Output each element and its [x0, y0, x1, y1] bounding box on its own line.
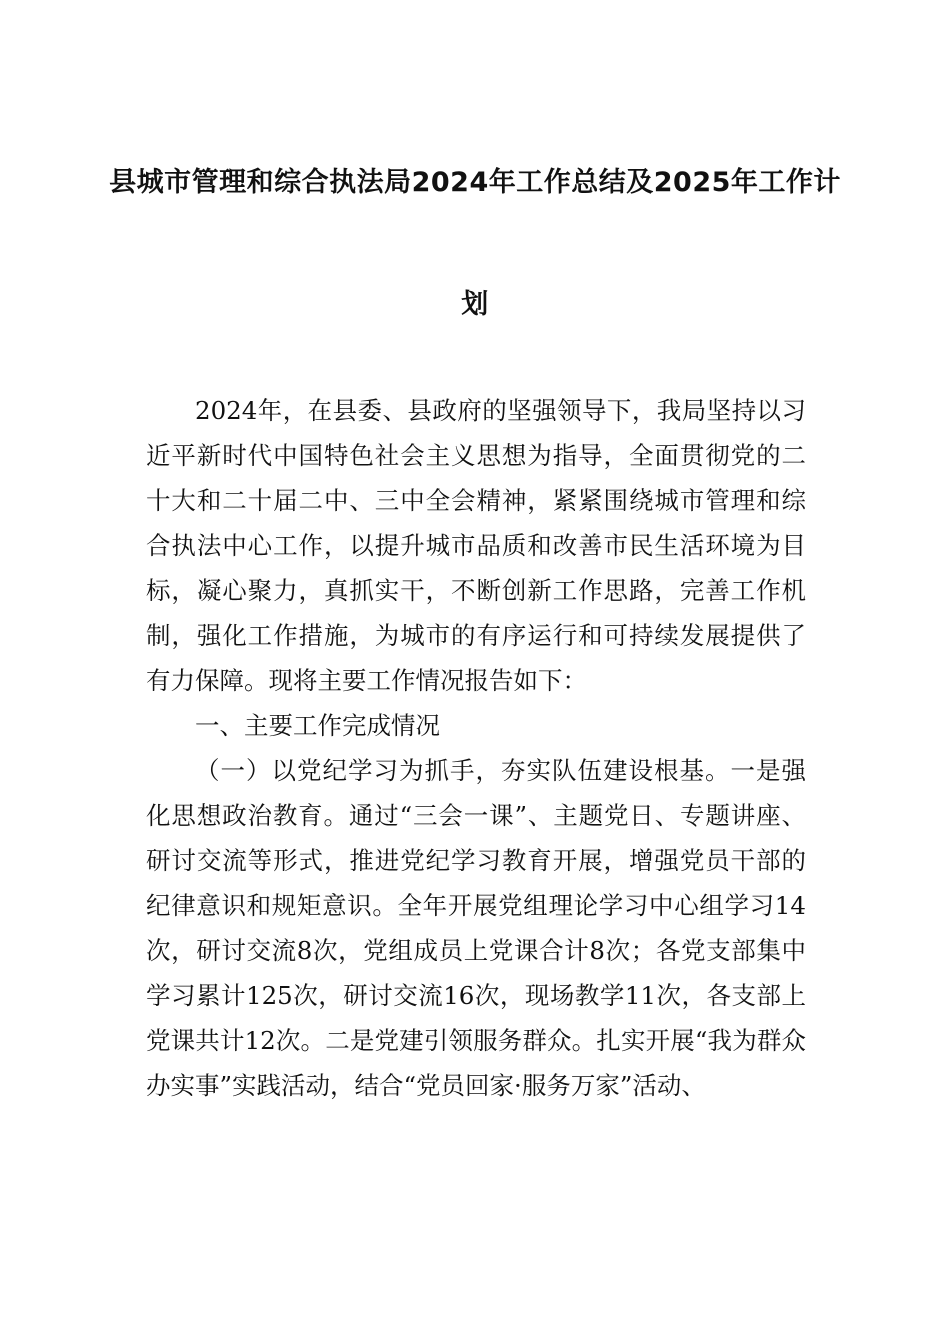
- document-title-line-2: 划: [461, 289, 489, 320]
- document-body: [146, 388, 806, 1108]
- section-heading: 一、主要工作完成情况: [195, 711, 440, 740]
- body-paragraph: （一）以党纪学习为抓手，夯实队伍建设根基。一是强化思想政治教育。通过“三会一课”、主题党日、专题讲座、研讨交流等形式，推进党纪学习教育开展，增强党员干部的纪律意识和规矩意识。全年开展党组理论学习中心组学习14次，研讨交流8次，党组成员上党课合计8次；各党支部集中学习累计125次，研讨交流16次，现场教学11次，各支部上党课共计12次。二是党建引领服务群众。扎实开展“我为群众办实事”实践活动，结合“党员回家·服务万家”活动、: [146, 756, 806, 1100]
- document-title-line-1: 县城市管理和综合执法局2024年工作总结及2025年工作计: [109, 167, 841, 198]
- intro-paragraph: 2024年，在县委、县政府的坚强领导下，我局坚持以习近平新时代中国特色社会主义思想为指导，全面贯彻党的二十大和二十届二中、三中全会精神，紧紧围绕城市管理和综合执法中心工作，以提升城市品质和改善市民生活环境为目标，凝心聚力，真抓实干，不断创新工作思路，完善工作机制，强化工作措施，为城市的有序运行和可持续发展提供了有力保障。现将主要工作情况报告如下：: [146, 396, 806, 695]
